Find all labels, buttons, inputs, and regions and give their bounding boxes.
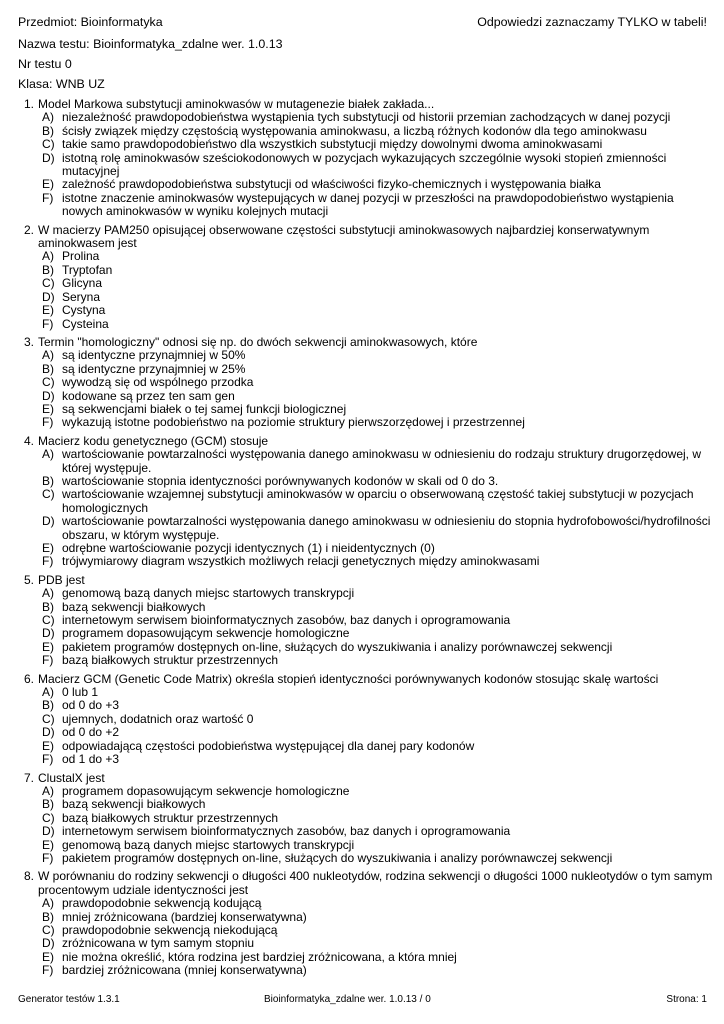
answer-label: C): [42, 711, 55, 726]
answer-text: genomową bazą danych miejsc startowych transkrypcji: [62, 837, 355, 852]
question: [24, 673, 714, 767]
question-number: 3.: [24, 334, 35, 349]
answer-option: [42, 641, 714, 654]
answer-option: [42, 839, 714, 852]
answer-option: [42, 627, 714, 640]
question-header: [24, 435, 714, 448]
answer-label: C): [42, 810, 55, 825]
answer-text: wartościowanie stopnia identyczności porównywanych kodonów w skali od 0 do 3.: [62, 473, 499, 488]
question: [24, 772, 714, 866]
question-text: ClustalX jest: [38, 770, 105, 785]
question-number: 7.: [24, 770, 35, 785]
answer-option: [42, 488, 714, 515]
answer-option: [42, 277, 714, 290]
answer-text: pakietem programów dostępnych on-line, służących do wyszukiwania i analizy porównawczej sekwencji: [62, 639, 613, 654]
answer-label: E): [42, 541, 54, 555]
question: [24, 435, 714, 569]
answer-text: pakietem programów dostępnych on-line, służących do wyszukiwania i analizy porównawczej sekwencji: [62, 850, 613, 865]
answer-option: [42, 699, 714, 712]
answer-text: wywodzą się od wspólnego przodka: [62, 375, 254, 390]
answer-text: są identyczne przynajmniej w 50%: [62, 348, 246, 363]
answer-text: odrębne wartościowanie pozycji identycznych (1) i nieidentycznych (0): [62, 541, 435, 555]
answer-text: takie samo prawdopodobieństwo dla wszystkich substytucji między dowolnymi dwoma aminokwasami: [62, 137, 603, 152]
answer-option: [42, 614, 714, 627]
answer-text: ścisły związek między częstością występowania aminokwasu, a liczbą różnych kodonów dla tego aminokwasu: [62, 123, 647, 138]
answer-text: wartościowanie wzajemnej substytucji aminokwasów w oparciu o obserwowaną częstość takiej substytucji w pozycjach homologicznych: [62, 487, 694, 515]
answer-option: [42, 542, 714, 555]
answer-label: A): [42, 447, 54, 462]
answer-option: [42, 924, 714, 937]
answer-option: [42, 964, 714, 977]
answer-option: [42, 152, 714, 179]
page-header: [18, 16, 707, 29]
answer-option: [42, 753, 714, 766]
answer-text: od 0 do +3: [62, 698, 120, 713]
answer-option: [42, 390, 714, 403]
answer-label: A): [42, 110, 54, 125]
answer-label: F): [42, 752, 54, 767]
answer-label: D): [42, 388, 55, 403]
answer-option: [42, 937, 714, 950]
answer-text: istotną rolę aminokwasów sześciokodonowych w pozycjach wykazujących szczególnie wysoki stopień zmienności mutacyjnej: [62, 150, 667, 179]
answer-text: niezależność prawdopodobieństwa wystąpienia tych substytucji od historii przemian zachodzących w danej pozycji: [62, 110, 671, 125]
answer-option: [42, 601, 714, 614]
answer-text: Cysteina: [62, 316, 109, 331]
answer-text: Prolina: [62, 249, 100, 264]
answer-option: [42, 192, 714, 219]
answer-label: D): [42, 936, 55, 951]
question-number: 8.: [24, 869, 35, 884]
answer-text: bazą sekwencji białkowych: [62, 797, 206, 812]
answer-label: E): [42, 639, 54, 654]
answer-option: [42, 111, 714, 124]
question-text: W macierzy PAM250 opisującej obserwowane częstości substytucji aminokwasowych najbardziej konserwatywnym aminokwasem jest: [38, 222, 650, 251]
answer-text: wykazują istotne podobieństwo na poziomie struktury pierwszorzędowej i przestrzennej: [62, 415, 525, 430]
answer-label: B): [42, 698, 54, 713]
answer-text: odpowiadającą częstości podobieństwa występującej dla danej pary kodonów: [62, 738, 475, 753]
question-text: Macierz GCM (Genetic Code Matrix) określa stopień identyczności porównywanych kodonów stosując skalę wartości: [38, 671, 659, 686]
answer-option: [42, 515, 714, 542]
answer-text: zróżnicowana w tym samym stopniu: [62, 936, 255, 951]
answer-label: C): [42, 375, 55, 390]
answer-label: B): [42, 797, 54, 812]
answer-text: bardziej zróżnicowana (mniej konserwatywna): [62, 963, 307, 978]
answer-label: F): [42, 653, 54, 668]
answer-option: [42, 726, 714, 739]
answer-text: internetowym serwisem bioinformatycznych zasobów, baz danych i oprogramowania: [62, 613, 511, 628]
question-header: [24, 772, 714, 785]
answer-label: A): [42, 249, 54, 264]
page-footer: [18, 993, 707, 1007]
question-number: 1.: [24, 97, 35, 111]
question-number: 5.: [24, 572, 35, 587]
answer-option: [42, 125, 714, 138]
answer-label: D): [42, 626, 55, 641]
answer-option: [42, 555, 714, 568]
answer-label: E): [42, 949, 54, 964]
question-number: 2.: [24, 222, 35, 237]
answer-label: F): [42, 554, 54, 569]
answer-text: są sekwencjami białek o tej samej funkcji biologicznej: [62, 401, 347, 416]
answer-text: od 0 do +2: [62, 725, 120, 740]
answer-label: C): [42, 276, 55, 291]
answer-label: D): [42, 289, 55, 304]
answer-label: A): [42, 685, 54, 700]
answer-text: programem dopasowującym sekwencje homologiczne: [62, 783, 350, 798]
answer-option: [42, 654, 714, 667]
answer-text: zależność prawdopodobieństwa substytucji od właściwości fizyko-chemicznych i występowania białka: [62, 177, 601, 192]
answer-option: [42, 363, 714, 376]
answer-option: [42, 587, 714, 600]
answer-label: B): [42, 473, 54, 488]
answer-option: [42, 852, 714, 865]
answer-label: C): [42, 487, 55, 502]
answer-option: [42, 475, 714, 488]
question: [24, 224, 714, 331]
question-text: Termin "homologiczny" odnosi się np. do dwóch sekwencji aminokwasowych, które: [38, 334, 478, 349]
answer-label: D): [42, 725, 55, 740]
answer-option: [42, 318, 714, 331]
answer-label: E): [42, 177, 54, 192]
answer-label: A): [42, 783, 54, 798]
question: [24, 98, 714, 219]
document-id: Bioinformatyka_zdalne wer. 1.0.13 / 0: [264, 994, 431, 1005]
answer-option: [42, 349, 714, 362]
answer-option: [42, 686, 714, 699]
answer-text: istotne znaczenie aminokwasów wystepujących w danej pozycji w przeszłości na prawdopodobieństwo wystąpienia nowych aminokwasów w wyniku kolejnych mutacji: [62, 190, 674, 219]
answer-option: [42, 812, 714, 825]
answer-option: [42, 304, 714, 317]
answer-label: F): [42, 850, 54, 865]
answer-option: [42, 448, 714, 475]
question-text: Model Markowa substytucji aminokwasów w mutagenezie białek zakłada...: [38, 97, 435, 111]
answer-option: [42, 713, 714, 726]
answer-label: B): [42, 909, 54, 924]
answer-label: E): [42, 738, 54, 753]
question-number: 4.: [24, 433, 35, 448]
answer-option: [42, 403, 714, 416]
page-number: Strona: 1: [666, 994, 707, 1005]
answer-label: C): [42, 613, 55, 628]
question: [24, 574, 714, 668]
question-header: [24, 673, 714, 686]
answer-text: genomową bazą danych miejsc startowych transkrypcji: [62, 586, 355, 601]
answer-label: A): [42, 586, 54, 601]
answer-text: od 1 do +3: [62, 752, 120, 767]
answer-text: trójwymiarowy diagram wszystkich możliwych relacji genetycznych między aminokwasami: [62, 554, 540, 569]
answer-label: C): [42, 922, 55, 937]
answer-label: D): [42, 150, 55, 165]
answer-label: D): [42, 514, 55, 529]
answer-label: F): [42, 415, 54, 430]
answer-text: bazą białkowych struktur przestrzennych: [62, 810, 279, 825]
answer-text: wartościowanie powtarzalności występowania danego aminokwasu w odniesieniu do rodzaju struktury drugorzędowej, w której występuje.: [62, 447, 702, 475]
question-header: [24, 224, 714, 251]
question-header: [24, 870, 714, 897]
answer-option: [42, 825, 714, 838]
answer-text: 0 lub 1: [62, 685, 99, 700]
answer-label: C): [42, 137, 55, 152]
answer-option: [42, 264, 714, 277]
test-name: Nazwa testu: Bioinformatyka_zdalne wer. 1.0.13: [18, 37, 283, 51]
answer-option: [42, 740, 714, 753]
answer-text: bazą białkowych struktur przestrzennych: [62, 653, 279, 668]
answer-option: [42, 785, 714, 798]
answer-text: Seryna: [62, 289, 101, 304]
answer-text: Tryptofan: [62, 262, 113, 277]
answer-label: B): [42, 123, 54, 138]
answer-label: E): [42, 303, 54, 318]
question-list: [24, 98, 714, 983]
answer-label: A): [42, 896, 54, 911]
answer-label: F): [42, 963, 54, 978]
answer-label: B): [42, 599, 54, 614]
subject-label: Przedmiot: Bioinformatyka: [18, 15, 163, 29]
question-text: Macierz kodu genetycznego (GCM) stosuje: [38, 433, 269, 448]
answer-text: Cystyna: [62, 303, 106, 318]
question: [24, 336, 714, 430]
question-text: PDB jest: [38, 572, 85, 587]
answer-option: [42, 951, 714, 964]
question-header: [24, 574, 714, 587]
question-text: W porównaniu do rodziny sekwencji o długości 400 nukleotydów, rodzina sekwencji o długości 1000 nukleotydów o tym samym procentowym udziale identyczności jest: [38, 869, 713, 897]
answer-text: internetowym serwisem bioinformatycznych zasobów, baz danych i oprogramowania: [62, 824, 511, 839]
answer-label: F): [42, 190, 54, 205]
answer-option: [42, 897, 714, 910]
test-number: Nr testu 0: [18, 57, 72, 71]
answer-text: ujemnych, dodatnich oraz wartość 0: [62, 711, 254, 726]
answer-instruction: Odpowiedzi zaznaczamy TYLKO w tabeli!: [477, 15, 707, 29]
class-label: Klasa: WNB UZ: [18, 77, 105, 91]
answer-text: kodowane są przez ten sam gen: [62, 388, 235, 403]
answer-label: B): [42, 361, 54, 376]
answer-label: E): [42, 401, 54, 416]
answer-text: prawdopodobnie sekwencją niekodującą: [62, 922, 278, 937]
answer-option: [42, 291, 714, 304]
answer-text: prawdopodobnie sekwencją kodującą: [62, 896, 262, 911]
generator-label: Generator testów 1.3.1: [18, 994, 120, 1005]
answer-text: wartościowanie powtarzalności występowania danego aminokwasu w odniesieniu do stopnia hydrofobowości/hydrofilności obszaru, w którym występuje.: [62, 514, 711, 542]
answer-label: B): [42, 262, 54, 277]
answer-option: [42, 798, 714, 811]
answer-label: A): [42, 348, 54, 363]
answer-option: [42, 376, 714, 389]
answer-text: bazą sekwencji białkowych: [62, 599, 206, 614]
answer-label: E): [42, 837, 54, 852]
question-header: [24, 98, 714, 111]
answer-text: są identyczne przynajmniej w 25%: [62, 361, 246, 376]
answer-text: Glicyna: [62, 276, 103, 291]
answer-text: nie można określić, która rodzina jest bardziej zróżnicowana, a która mniej: [62, 949, 457, 964]
answer-option: [42, 911, 714, 924]
answer-option: [42, 138, 714, 151]
answer-option: [42, 416, 714, 429]
answer-label: F): [42, 316, 54, 331]
question: [24, 870, 714, 977]
answer-text: mniej zróżnicowana (bardziej konserwatywna): [62, 909, 307, 924]
answer-text: programem dopasowującym sekwencje homologiczne: [62, 626, 350, 641]
answer-option: [42, 250, 714, 263]
answer-label: D): [42, 824, 55, 839]
question-header: [24, 336, 714, 349]
answer-option: [42, 178, 714, 191]
question-number: 6.: [24, 671, 35, 686]
